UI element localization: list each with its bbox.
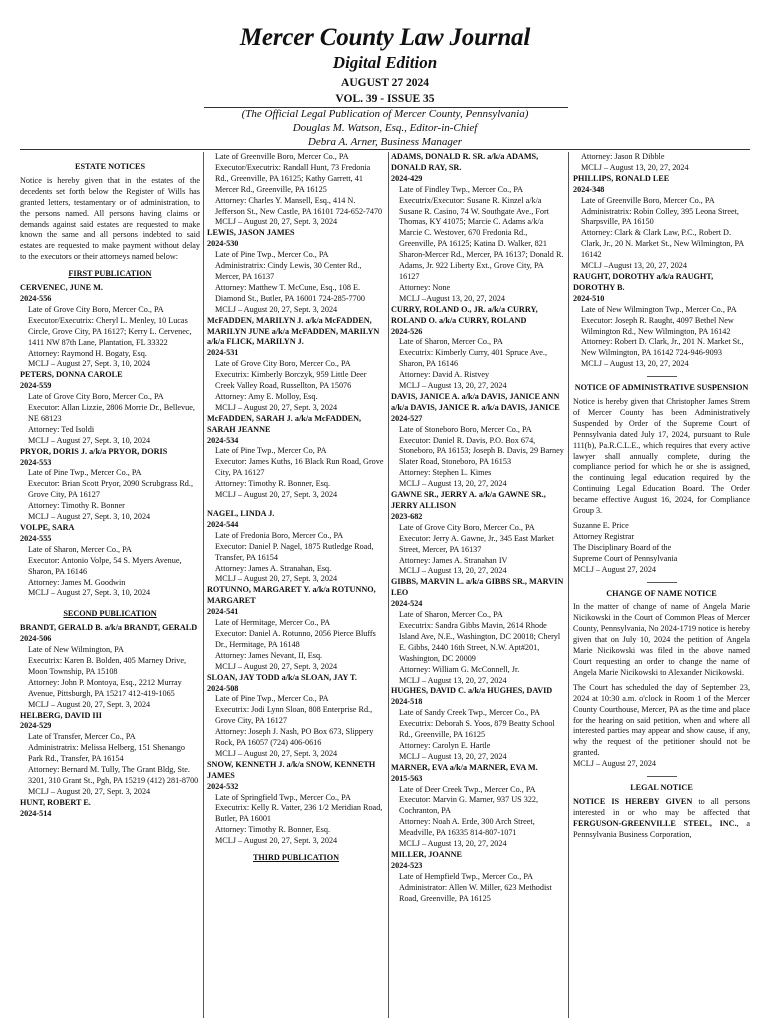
estate-entry bbox=[573, 174, 750, 272]
estate-number: 2024-524 bbox=[391, 599, 423, 609]
estate-entry bbox=[391, 490, 564, 577]
estate-list bbox=[207, 228, 385, 501]
estate-number: 2024-527 bbox=[391, 413, 423, 423]
estate-list bbox=[20, 623, 200, 819]
legal-notice-body: to all persons interested in or who may be affected that bbox=[573, 796, 750, 817]
legal-notice-tail: , a Pennsylvania Business Corporation, bbox=[573, 818, 750, 839]
admin-suspension-text: Notice is hereby given that Christopher James Strem of Mercer County has been Administratively Suspended by Order of the Supreme Court of Pennsylvania dated July 17, 2024, pursuant to Rule 111(b), Pa.R.C.L.E., which requires that every active lawyer shall annually complete, during the compliance period for which he or she is assigned, the continuing legal education required by the Continuing Legal Education Board. The Order became effective August 16, 2024, for Compliance Group 3. bbox=[573, 397, 750, 516]
entry-line: MCLJ – August 20, 27, Sept. 3, 2024 bbox=[215, 574, 338, 584]
entry-line: Late of Sharon, Mercer Co., PA bbox=[399, 610, 503, 620]
entry-line: MCLJ – August 20, 27, Sept. 3, 2024 bbox=[215, 304, 338, 314]
estate-number: 2024-556 bbox=[20, 293, 52, 303]
entry-line: Executrix: Kimberly Borczyk, 959 Little Deer Creek Valley Road, Russellton, PA 15076 bbox=[215, 370, 367, 391]
entry-line: Executor: Allan Lizzie, 2806 Morrie Dr., Bellevue, NE 68123 bbox=[28, 403, 195, 423]
estate-entry bbox=[20, 798, 200, 820]
entry-line: Executrix: Kelly R. Vatter, 236 1/2 Meridian Road, Butler, PA 16001 bbox=[215, 803, 383, 824]
entry-line: Late of Sharon, Mercer Co., PA bbox=[399, 337, 503, 347]
entry-line: Late of New Wilmington Twp., Mercer Co., PA bbox=[581, 304, 737, 314]
entry-line: Attorney: James M. Goodwin bbox=[28, 577, 126, 587]
entry-line: Executrix: Kimberly Curry, 401 Spruce Ave., Sharon, PA 16146 bbox=[399, 348, 548, 369]
legal-notice-heading: LEGAL NOTICE bbox=[630, 783, 693, 793]
entry-line: MCLJ – August 13, 20, 27, 2024 bbox=[581, 359, 689, 369]
estate-entry bbox=[391, 686, 564, 762]
entry-line: Late of Pine Twp., Mercer Co., PA bbox=[215, 694, 329, 704]
entry-line: Administratrix: Cindy Lewis, 30 Center Rd., Mercer, PA 16137 bbox=[215, 261, 362, 281]
column-divider bbox=[568, 152, 569, 1018]
estate-number: 2024-531 bbox=[207, 348, 239, 358]
decedent-name: CERVENEC, JUNE M. bbox=[20, 283, 103, 293]
third-publication-heading: THIRD PUBLICATION bbox=[252, 853, 340, 863]
estate-list bbox=[391, 152, 564, 905]
estate-number: 2024-510 bbox=[573, 293, 605, 303]
decedent-name: BRANDT, GERALD B. a/k/a BRANDT, GERALD bbox=[20, 623, 198, 633]
decedent-name: HUNT, ROBERT E. bbox=[20, 797, 91, 807]
entry-line: MCLJ – August 13, 20, 27, 2024 bbox=[581, 162, 689, 172]
estate-number: 2024-544 bbox=[207, 519, 239, 529]
entry-line: MCLJ – August 13, 20, 27, 2024 bbox=[399, 566, 507, 576]
estate-entry-continued bbox=[573, 152, 750, 174]
estate-entry bbox=[391, 763, 564, 850]
estate-entry bbox=[20, 370, 200, 446]
entry-line: Late of Springfield Twp., Mercer Co., PA bbox=[215, 792, 351, 802]
section-divider bbox=[647, 376, 677, 377]
entry-line: Attorney: Clark & Clark Law, P.C., Robert D. Clark, Jr., 20 N. Market St., New Wilmington, PA 16142 bbox=[581, 228, 744, 260]
entry-line: Attorney: Jason R Dibble bbox=[581, 152, 665, 161]
estate-entry bbox=[391, 392, 564, 490]
estate-entry bbox=[391, 305, 564, 392]
entry-line: Executrix: Sandra Gibbs Mavin, 2614 Rhode Island Ave, N.E., Washington, DC 20018; Cheryl E. Gibbs, 2440 16th Street, N.W. Apt#201, Washington, DC 20009 bbox=[399, 620, 561, 663]
estate-list bbox=[573, 174, 750, 370]
entry-line: Late of Grove City Boro, Mercer Co., PA bbox=[28, 304, 164, 314]
entry-line: MCLJ –August 13, 20, 27, 2024 bbox=[581, 261, 687, 271]
entry-line: MCLJ – August 20, 27, Sept. 3, 2024 bbox=[215, 490, 338, 500]
entry-line: Attorney: Noah A. Erde, 300 Arch Street, Meadville, PA 16335 814-807-1071 bbox=[399, 817, 535, 838]
entry-line: Late of Grove City Boro, Mercer Co., PA bbox=[28, 392, 164, 402]
entry-line: Executor: Marvin G. Marner, 937 US 322, Cochranton, PA bbox=[399, 795, 539, 816]
entry-line: Attorney: John P. Montoya, Esq., 2212 Murray Avenue, Pittsburgh, PA 15217 412-419-1065 bbox=[28, 677, 182, 698]
entry-line: Attorney: William G. McConnell, Jr. bbox=[399, 664, 520, 674]
estate-entry bbox=[207, 228, 385, 315]
journal-tagline: (The Official Legal Publication of Mercer County, Pennsylvania) bbox=[241, 108, 529, 120]
change-of-name-text: In the matter of change of name of Angela Marie Nicikowski in the Court of Common Pleas of Mercer County, Pennsylvania, No 2024-1719 notice is hereby given that on July 10, 2024 the petition of Angela Marie Nicikowski was filed in the above named Court requesting an order to change the name of Angela Marie Nicikowski to Alexander Nicikowski. bbox=[573, 602, 750, 677]
journal-title: Mercer County Law Journal bbox=[239, 24, 531, 51]
estate-entry bbox=[207, 585, 385, 672]
entry-line: MCLJ – August 20, 27, Sept. 3, 2024 bbox=[215, 748, 338, 758]
entry-line: MCLJ – August 27, Sept. 3, 10, 2024 bbox=[28, 512, 151, 522]
entry-line: Attorney: Matthew T. McCune, Esq., 108 E. Diamond St., Butler, PA 16001 724-285-7700 bbox=[215, 282, 365, 303]
estate-number: 2024-529 bbox=[20, 721, 52, 731]
entry-line: Late of New Wilmington, PA bbox=[28, 645, 124, 655]
estate-number: 2024-348 bbox=[573, 184, 605, 194]
estate-number: 2024-532 bbox=[207, 781, 239, 791]
entry-line: Late of Findley Twp., Mercer Co., PA bbox=[399, 184, 524, 194]
entry-line: Attorney: Joseph J. Nash, PO Box 673, Slippery Rock, PA 16057 (724) 406-0616 bbox=[215, 727, 374, 748]
journal-manager: Debra A. Arner, Business Manager bbox=[307, 136, 463, 148]
entry-line: Late of Pine Twp., Mercer Co, PA bbox=[215, 446, 327, 456]
decedent-name: CURRY, ROLAND O., JR. a/k/a CURRY, ROLAND O. a/k/a CURRY, ROLAND bbox=[391, 304, 538, 325]
entry-line: Attorney: Ted Isoldi bbox=[28, 424, 95, 434]
entry-line: Executrix/Executor: Susane R. Kinzel a/k/a Susane R. Casino, 74 W. Southgate Ave., Fort Thomas, KY 41075; Marcie C. Adams a/k/a Marcie C. Westover, 670 Fredonia Rd., Greenville, PA 16125; Katina D. Walker, 821 Sharon-Mercer Rd., Mercer, PA 16137; Donald R. Adams, Jr. 922 Liberty Ext., Grove City, PA 16127 bbox=[399, 195, 564, 281]
legal-notice-lead: NOTICE IS HEREBY GIVEN bbox=[573, 796, 693, 806]
decedent-name: SLOAN, JAY TODD a/k/a SLOAN, JAY T. bbox=[207, 672, 357, 682]
estate-entry-continued bbox=[207, 152, 385, 228]
estate-list bbox=[20, 283, 200, 599]
estate-entry bbox=[20, 523, 200, 599]
entry-line: MCLJ – August 27, Sept. 3, 10, 2024 bbox=[28, 435, 151, 445]
entry-line: Attorney: Charles Y. Mansell, Esq., 414 N. Jefferson St., New Castle, PA 16101 724-652-7470 bbox=[215, 195, 383, 216]
entry-line: Attorney: Amy E. Molloy, Esq. bbox=[215, 391, 318, 401]
estate-entry bbox=[207, 414, 385, 501]
admin-suspension-heading: NOTICE OF ADMINISTRATIVE SUSPENSION bbox=[574, 383, 749, 393]
estate-entry bbox=[207, 316, 385, 414]
decedent-name: ROTUNNO, MARGARET Y. a/k/a ROTUNNO, MARGARET bbox=[207, 585, 376, 606]
entry-line: MCLJ – August 13, 20, 27, 2024 bbox=[399, 675, 507, 685]
entry-line: Executor: Antonio Volpe, 54 S. Myers Avenue, Sharon, PA 16146 bbox=[28, 555, 182, 576]
column-1 bbox=[20, 152, 200, 1018]
decedent-name: MARNER, EVA a/k/a MARNER, EVA M. bbox=[391, 762, 538, 772]
estate-entry bbox=[20, 623, 200, 710]
column-2 bbox=[207, 152, 385, 1018]
entry-line: Attorney: James A. Stranahan IV bbox=[399, 555, 508, 565]
entry-line: Attorney: James Nevant, II, Esq. bbox=[215, 650, 323, 660]
entry-line: Executrix: Deborah S. Yoos, 879 Beatty School Rd., Greenville, PA 16125 bbox=[399, 719, 555, 740]
estate-number: 2024-523 bbox=[391, 860, 423, 870]
estate-notices-heading: ESTATE NOTICES bbox=[75, 162, 145, 171]
decedent-name: McFADDEN, SARAH J. a/k/a McFADDEN, SARAH JEANNE bbox=[207, 413, 362, 434]
decedent-name: SNOW, KENNETH J. a/k/a SNOW, KENNETH JAMES bbox=[207, 759, 376, 780]
estate-entry bbox=[20, 447, 200, 523]
estate-number: 2024-506 bbox=[20, 634, 52, 644]
decedent-name: LEWIS, JASON JAMES bbox=[207, 228, 295, 238]
decedent-name: PHILLIPS, RONALD LEE bbox=[573, 173, 670, 183]
column-3 bbox=[391, 152, 564, 1018]
entry-line: Supreme Court of Pennsylvania bbox=[573, 553, 678, 563]
estate-entry bbox=[207, 509, 385, 585]
change-of-name-mclj: MCLJ – August 27, 2024 bbox=[573, 759, 657, 769]
entry-line: MCLJ – August 13, 20, 27, 2024 bbox=[399, 839, 507, 849]
legal-notice-company: FERGUSON-GREENVILLE STEEL, INC. bbox=[573, 818, 737, 828]
entry-line: Executor/Executrix: Cheryl L. Menley, 10 Lucas Circle, Grove City, PA 16127; Kerry L. Cervenec, 1411 NW 87th Lane, Plantation, FL 33322 bbox=[28, 315, 192, 347]
first-publication-heading: FIRST PUBLICATION bbox=[68, 269, 152, 279]
entry-line: MCLJ – August 27, 2024 bbox=[573, 564, 657, 574]
decedent-name: McFADDEN, MARILYN J. a/k/a McFADDEN, MARILYN JUNE a/k/a McFADDEN, MARILYN a/k/a FLICK, MARILYN J. bbox=[207, 315, 380, 347]
estate-entry bbox=[573, 272, 750, 370]
estate-number: 2024-526 bbox=[391, 326, 423, 336]
journal-editor: Douglas M. Watson, Esq., Editor-in-Chief bbox=[292, 122, 478, 134]
entry-line: Attorney: Bernard M. Tully, The Grant Bldg, Ste. 3201, 310 Grant St., Pgh, PA 15219 (412) 281-8700 bbox=[28, 765, 199, 785]
estate-number: 2024-429 bbox=[391, 173, 423, 183]
entry-line: Executrix: Jodi Lynn Sloan, 808 Enterprise Rd., Grove City, PA 16127 bbox=[215, 705, 373, 726]
decedent-name: GIBBS, MARVIN L. a/k/a GIBBS SR., MARVIN LEO bbox=[391, 577, 564, 598]
decedent-name: PETERS, DONNA CAROLE bbox=[20, 370, 123, 380]
entry-line: Attorney: David A. Ristvey bbox=[399, 370, 490, 380]
column-divider bbox=[388, 152, 389, 1018]
decedent-name: MILLER, JOANNE bbox=[391, 850, 462, 859]
entry-line: Administratrix: Robin Colley, 395 Leona Street, Sharpsville, PA 16150 bbox=[581, 206, 739, 227]
change-of-name-heading: CHANGE OF NAME NOTICE bbox=[606, 588, 717, 598]
entry-line: MCLJ – August 13, 20, 27, 2024 bbox=[399, 381, 507, 391]
change-of-name-hearing: The Court has scheduled the day of September 23, 2024 at 10:30 a.m. o'clock in Room 1 of the Mercer County Courthouse, Mercer, PA as the time and place for the hearing on said petition, when and where all interested parties may appear and show cause, if any, why the request of the petitioner should not be granted. bbox=[573, 682, 750, 758]
entry-line: Attorney: Carolyn E. Hartle bbox=[399, 740, 491, 750]
entry-line: Attorney: James A. Stranahan, Esq. bbox=[215, 563, 332, 573]
entry-line: The Disciplinary Board of the bbox=[573, 542, 672, 552]
entry-line: MCLJ – August 20, 27, Sept. 3, 2024 bbox=[28, 786, 151, 796]
entry-line: MCLJ – August 27, Sept. 3, 10, 2024 bbox=[28, 588, 151, 598]
admin-suspension-signature bbox=[573, 521, 750, 576]
entry-line: Late of Stoneboro Boro, Mercer Co., PA bbox=[399, 424, 532, 434]
estate-number: 2024-534 bbox=[207, 435, 239, 445]
entry-line: MCLJ – August 20, 27, Sept. 3, 2024 bbox=[28, 699, 151, 709]
entry-line: Late of Greenville Boro, Mercer Co., PA bbox=[215, 152, 349, 161]
entry-line: Executrix: Karen B. Bolden, 405 Marney Drive, Moon Township, PA 15108 bbox=[28, 655, 187, 676]
entry-line: Attorney: Raymond H. Bogaty, Esq. bbox=[28, 348, 147, 358]
estate-entry bbox=[391, 577, 564, 686]
decedent-name: HUGHES, DAVID C. a/k/a HUGHES, DAVID bbox=[391, 686, 553, 696]
entry-line: MCLJ – August 13, 20, 27, 2024 bbox=[399, 751, 507, 761]
second-publication-heading: SECOND PUBLICATION bbox=[63, 609, 157, 619]
entry-line: Late of Greenville Boro, Mercer Co., PA bbox=[581, 195, 715, 205]
entry-line: MCLJ –August 13, 20, 27, 2024 bbox=[399, 293, 505, 303]
estate-entry bbox=[207, 673, 385, 760]
entry-line: Late of Transfer, Mercer Co., PA bbox=[28, 732, 136, 742]
column-divider bbox=[203, 152, 204, 1018]
entry-line: MCLJ – August 20, 27, Sept. 3, 2024 bbox=[215, 402, 338, 412]
issue-date: AUGUST 27 2024 bbox=[341, 77, 429, 89]
entry-line: Late of Grove City Boro, Mercer Co., PA bbox=[215, 359, 351, 369]
entry-line: Late of Sandy Creek Twp., Mercer Co., PA bbox=[399, 708, 541, 718]
entry-line: Executor: Daniel P. Nagel, 1875 Rutledge Road, Transfer, PA 16154 bbox=[215, 541, 374, 562]
column-4 bbox=[573, 152, 750, 1018]
estate-number: 2023-682 bbox=[391, 511, 423, 521]
entry-line: Suzanne E. Price bbox=[573, 521, 629, 530]
entry-line: MCLJ – August 27, Sept. 3, 10, 2024 bbox=[28, 359, 151, 369]
entry-line: Executor: Brian Scott Pryor, 2090 Scrubgrass Rd., Grove City, PA 16127 bbox=[28, 479, 193, 500]
entry-line: Late of Pine Twp., Mercer Co., PA bbox=[215, 250, 329, 260]
decedent-name: ADAMS, DONALD R. SR. a/k/a ADAMS, DONALD RAY, SR. bbox=[391, 152, 539, 172]
entry-line: Administrator: Allen W. Miller, 623 Methodist Road, Greenville, PA 16125 bbox=[399, 882, 552, 903]
entry-line: Late of Hempfield Twp., Mercer Co., PA bbox=[399, 871, 534, 881]
estate-number: 2024-518 bbox=[391, 697, 423, 707]
entry-line: Attorney: Timothy R. Bonner, Esq. bbox=[215, 825, 330, 835]
entry-line: Attorney: Stephen L. Kimes bbox=[399, 468, 492, 478]
entry-line: Executor: Daniel A. Rotunno, 2056 Pierce Bluffs Dr., Hermitage, PA 16148 bbox=[215, 628, 376, 649]
estate-number: 2024-508 bbox=[207, 683, 239, 693]
journal-subtitle: Digital Edition bbox=[332, 53, 438, 72]
section-divider bbox=[647, 582, 677, 583]
estate-intro: Notice is hereby given that in the estates of the decedents set forth below the Register of Wills has granted letters, testamentary or of administration, to the persons named. All persons having claims or demands against said estates are requested to make known the same and all persons indebted to said estates are requested to make payment without delay to the executors or their attorneys named below: bbox=[20, 175, 200, 262]
entry-line: MCLJ – August 20, 27, Sept. 3, 2024 bbox=[215, 217, 338, 227]
decedent-name: HELBERG, DAVID III bbox=[20, 710, 102, 720]
entry-line: Late of Grove City Boro, Mercer Co., PA bbox=[399, 522, 535, 532]
decedent-name: GAWNE SR., JERRY A. a/k/a GAWNE SR., JERRY ALLISON bbox=[391, 490, 546, 510]
estate-list bbox=[207, 509, 385, 847]
entry-line: Late of Fredonia Boro, Mercer Co., PA bbox=[215, 530, 344, 540]
entry-line: Attorney: None bbox=[399, 282, 451, 292]
estate-entry bbox=[391, 152, 564, 305]
decedent-name: RAUGHT, DOROTHY a/k/a RAUGHT, DOROTHY B. bbox=[573, 271, 714, 292]
decedent-name: NAGEL, LINDA J. bbox=[207, 509, 275, 518]
entry-line: MCLJ – August 13, 20, 27, 2024 bbox=[399, 479, 507, 489]
estate-entry bbox=[391, 850, 564, 905]
decedent-name: PRYOR, DORIS J. a/k/a PRYOR, DORIS bbox=[20, 446, 168, 456]
entry-line: Attorney: Robert D. Clark, Jr., 201 N. Market St., New Wilmington, PA 16142 724-946-9093 bbox=[581, 337, 744, 358]
section-divider bbox=[647, 776, 677, 777]
masthead-rule-bottom bbox=[20, 149, 750, 150]
entry-line: MCLJ – August 20, 27, Sept. 3, 2024 bbox=[215, 836, 338, 846]
estate-number: 2024-555 bbox=[20, 533, 52, 543]
entry-line: Late of Sharon, Mercer Co., PA bbox=[28, 544, 132, 554]
estate-entry bbox=[20, 283, 200, 370]
entry-line: Administratrix: Melissa Helberg, 151 Shenango Park Rd., Transfer, PA 16154 bbox=[28, 743, 185, 764]
estate-number: 2024-559 bbox=[20, 381, 52, 391]
entry-line: Executor: Joseph R. Raught, 4097 Bethel New Wilmington Rd., New Wilmington, PA 16142 bbox=[581, 315, 734, 336]
entry-line: Late of Deer Creek Twp., Mercer Co., PA bbox=[399, 784, 536, 794]
decedent-name: VOLPE, SARA bbox=[20, 523, 75, 532]
estate-number: 2024-541 bbox=[207, 607, 239, 617]
estate-number: 2024-530 bbox=[207, 239, 239, 249]
entry-line: Executor: James Kuths, 16 Black Run Road, Grove City, PA 16127 bbox=[215, 457, 384, 478]
decedent-name: DAVIS, JANICE A. a/k/a DAVIS, JANICE ANN a/k/a DAVIS, JANICE R. a/k/a DAVIS, JANICE bbox=[391, 391, 560, 412]
entry-line: MCLJ – August 20, 27, Sept. 3, 2024 bbox=[215, 661, 338, 671]
entry-line: Late of Pine Twp., Mercer Co., PA bbox=[28, 468, 142, 478]
issue-volume: VOL. 39 - ISSUE 35 bbox=[335, 93, 435, 105]
legal-notice-text bbox=[573, 797, 750, 841]
entry-line: Executor: Jerry A. Gawne, Jr., 345 East Market Street, Mercer, PA 16137 bbox=[399, 533, 554, 554]
entry-line: Attorney Registrar bbox=[573, 531, 635, 541]
entry-line: Executor/Executrix: Randall Hunt, 73 Fredonia Rd., Greenville, PA 16125; Kathy Garrett, 41 Mercer Rd., Greenville, PA 16125 bbox=[215, 162, 371, 194]
estate-entry bbox=[207, 760, 385, 847]
estate-number: 2024-553 bbox=[20, 457, 52, 467]
estate-number: 2024-514 bbox=[20, 808, 52, 818]
entry-line: Attorney: Timothy R. Bonner, Esq. bbox=[215, 479, 330, 489]
entry-line: Late of Hermitage, Mercer Co., PA bbox=[215, 618, 331, 628]
estate-number: 2015-563 bbox=[391, 773, 423, 783]
estate-entry bbox=[20, 711, 200, 798]
entry-line: Attorney: Timothy R. Bonner bbox=[28, 501, 125, 511]
masthead bbox=[0, 0, 770, 150]
entry-line: Executor: Daniel R. Davis, P.O. Box 674, Stoneboro, PA 16153; Joseph B. Davis, 29 Barney Slater Road, Stoneboro, PA 16153 bbox=[399, 435, 564, 467]
